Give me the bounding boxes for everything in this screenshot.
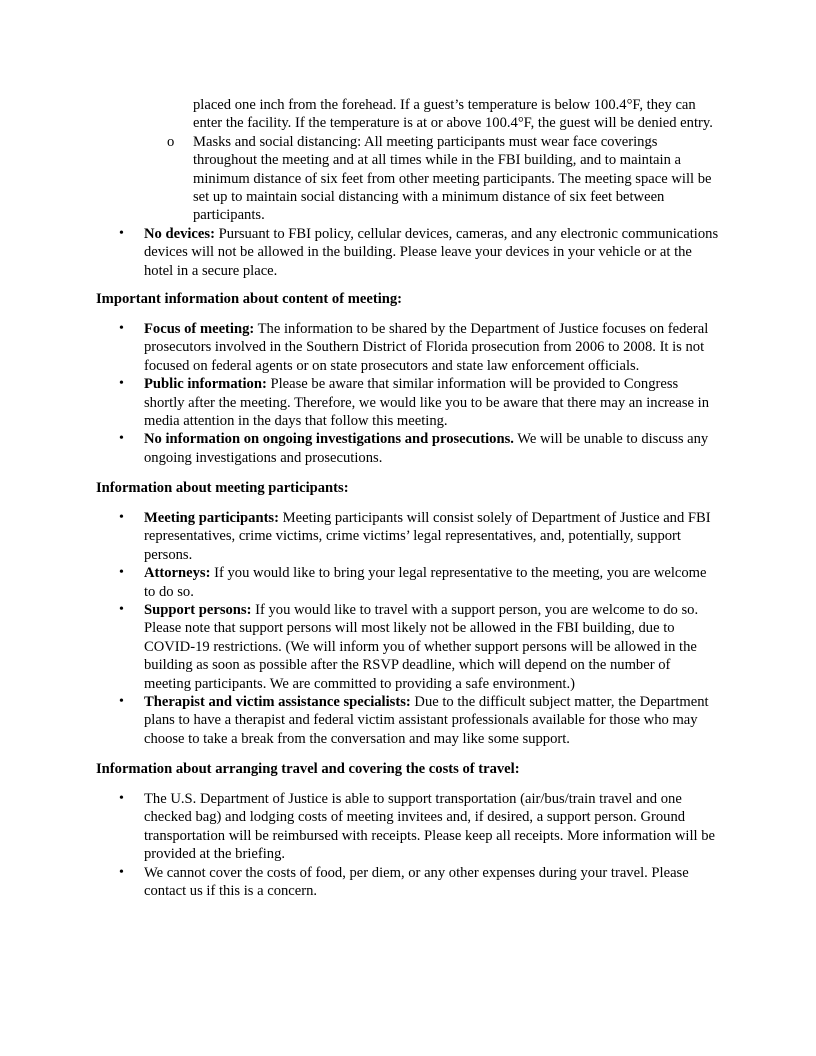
devices-text: Pursuant to FBI policy, cellular devices, cameras, and any electronic communications devices will not be allowed in the building. Please leave your devices in your vehicle or at the hotel in a secure place. xyxy=(144,226,719,279)
public-text: Please be aware that similar information will be provided to Congress shortly after the meeting. Therefore, we would like you to be aware that there may an increase in media attention in the days that follow this meeting. xyxy=(144,376,710,430)
section-heading-content: Important information about content of meeting: xyxy=(96,291,403,307)
transportation-text: The U.S. Department of Justice is able to support transportation (air/bus/train travel and one checked bag) and lodging costs of meeting invitees and, if desired, a support person. Ground transportation will be reimbursed with receipts. Please keep all receipts. More information will be provided at the briefing. xyxy=(144,791,716,863)
travel-list xyxy=(96,790,720,900)
focus-text: The information to be shared by the Department of Justice focuses on federal prosecutors involved in the Southern District of Florida prosecution from 2006 to 2008. It is not focused on federal agents or on state prosecutors and state law enforcement officials. xyxy=(144,321,709,374)
support-persons-lead: Support persons: xyxy=(144,602,252,619)
list-item-meeting-participants xyxy=(96,509,720,564)
bullet-icon: • xyxy=(119,431,124,447)
hollow-bullet-icon: o xyxy=(167,133,175,150)
costs-text: We cannot cover the costs of food, per diem, or any other expenses during your travel. Please contact us if this is a concern. xyxy=(144,864,689,900)
list-item-focus xyxy=(96,320,720,375)
list-item-public xyxy=(96,375,720,430)
masks-text: Masks and social distancing: All meeting participants must wear face coverings throughout the meeting and at all times while in the FBI building, and to maintain a minimum distance of six feet from other meeting participants. The meeting space will be set up to maintain social distancing with a minimum distance of six feet between participants. xyxy=(193,133,712,224)
bullet-icon: • xyxy=(119,376,124,392)
list-item-attorneys xyxy=(96,564,720,601)
therapist-text: Due to the difficult subject matter, the Department plans to have a therapist and federal victim assistant professionals available for those who may choose to take a break from the conversation and may like some support. xyxy=(144,694,709,747)
list-item-costs xyxy=(96,864,720,901)
devices-list xyxy=(96,225,720,280)
meeting-participants-text: Meeting participants will consist solely of Department of Justice and FBI representatives, crime victims, crime victims’ legal representatives, and, potentially, support persons. xyxy=(144,510,711,563)
list-item-support-persons xyxy=(96,601,720,693)
therapist-lead: Therapist and victim assistance specialists: xyxy=(144,694,411,711)
support-persons-text: If you would like to travel with a support person, you are welcome to do so. Please note that support persons will most likely not be allowed in the FBI building, due to COVID-19 restrictions. (We will inform you of whether support persons will be allowed in the building as soon as possible after the RSVP deadline, which will depend on the number of meeting participants. We are committed to providing a safe environment.) xyxy=(144,602,699,692)
meeting-participants-lead: Meeting participants: xyxy=(144,510,279,526)
attorneys-lead: Attorneys: xyxy=(144,565,211,582)
content-list xyxy=(96,320,720,467)
bullet-icon: • xyxy=(119,864,124,880)
focus-lead: Focus of meeting: xyxy=(144,321,255,337)
list-item-transportation xyxy=(96,790,720,864)
continuation-text: placed one inch from the forehead. If a guest’s temperature is below 100.4°F, they can enter the facility. If the temperature is at or above 100.4°F, the guest will be denied entry. xyxy=(193,97,713,132)
list-item-continuation xyxy=(167,96,722,133)
list-item-masks xyxy=(167,133,722,225)
bullet-icon: • xyxy=(119,694,124,710)
devices-lead: No devices: xyxy=(144,226,215,242)
bullet-icon: • xyxy=(119,321,124,336)
list-item-therapist xyxy=(96,693,720,748)
list-item-devices xyxy=(96,225,720,280)
bullet-icon: • xyxy=(119,565,124,581)
ongoing-text: We will be unable to discuss any ongoing investigations and prosecutions. xyxy=(144,431,709,466)
public-lead: Public information: xyxy=(144,376,267,393)
bullet-icon: • xyxy=(119,510,124,525)
section-heading-travel: Information about arranging travel and covering the costs of travel: xyxy=(96,761,520,777)
bullet-icon: • xyxy=(119,791,124,806)
bullet-icon: • xyxy=(119,602,124,618)
sub-bullet-list xyxy=(167,96,722,225)
attorneys-text: If you would like to bring your legal representative to the meeting, you are welcome to do so. xyxy=(144,565,707,600)
ongoing-lead: No information on ongoing investigations and prosecutions. xyxy=(144,431,514,448)
participants-list xyxy=(96,509,720,748)
bullet-icon: • xyxy=(119,226,124,241)
list-item-ongoing xyxy=(96,430,720,467)
section-heading-participants: Information about meeting participants: xyxy=(96,480,349,496)
